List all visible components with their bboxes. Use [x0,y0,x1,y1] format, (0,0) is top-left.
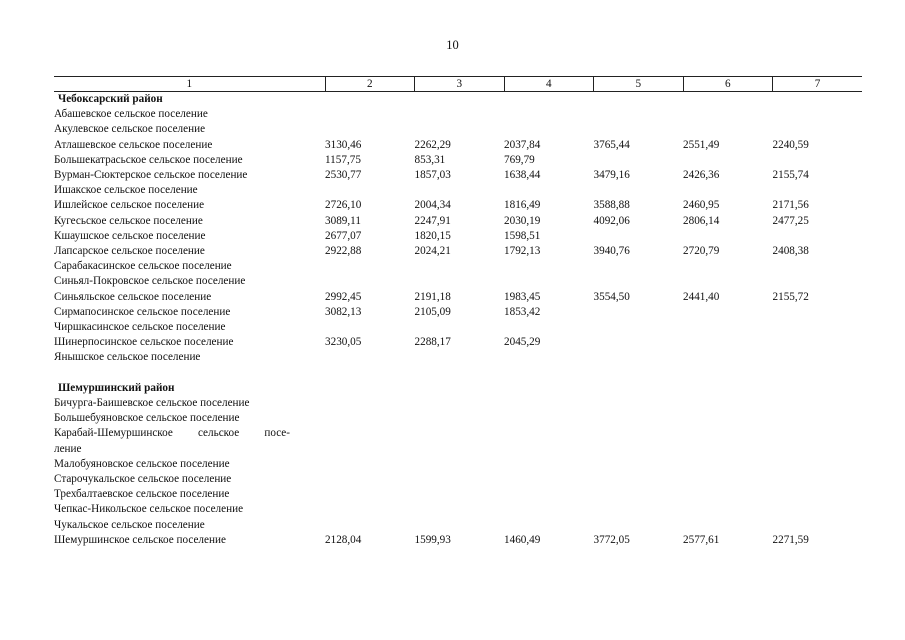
value-cell: 1983,45 [504,290,541,303]
value-cell: 1853,42 [504,305,541,318]
settlement-name-line: Карабай-Шемуршинское сельское посе- [54,427,290,440]
table-row [54,153,862,168]
value-cell [415,107,505,122]
value-cell [325,411,415,426]
value-cell: 2155,74 [772,169,809,182]
settlement-name: Янышское сельское поселение [54,351,201,364]
value-cell: 1157,75 [325,153,361,166]
value-cell [594,259,684,274]
value-cell [325,274,415,289]
value-cell [773,259,863,274]
table-row [54,183,862,198]
table-row [54,259,862,274]
settlement-name: Большебуяновское сельское поселение [54,412,240,425]
table-row [54,502,862,517]
table-row [54,214,862,229]
value-cell [773,335,863,350]
value-cell [594,122,684,137]
value-cell [325,259,415,274]
district-name: Шемуршинский район [58,381,175,394]
table-row [54,335,862,350]
value-cell: 2408,38 [772,245,809,258]
value-cell: 1820,15 [414,229,451,242]
value-cell: 769,79 [504,153,535,166]
value-cell [683,259,773,274]
value-cell: 2806,14 [683,214,720,227]
value-cell [683,183,773,198]
value-cell [683,305,773,320]
value-cell: 2288,17 [414,336,451,349]
value-cell: 853,31 [414,153,446,166]
value-cell [773,350,863,365]
value-cell [415,183,505,198]
value-cell: 3772,05 [593,533,630,546]
value-cell: 1599,93 [414,533,451,546]
value-cell [683,320,773,335]
settlement-name: Кшаушское сельское поселение [54,229,206,242]
table-row [54,198,862,213]
value-cell: 2155,72 [772,290,809,303]
value-cell [773,107,863,122]
district-row [54,92,862,108]
value-cell: 2247,91 [414,214,451,227]
header-row [54,77,862,92]
value-cell: 2460,95 [683,199,720,212]
value-cell [683,411,773,426]
value-cell [325,457,415,472]
value-cell: 1792,13 [504,245,541,258]
header-cell: 5 [594,77,684,92]
value-cell [325,426,415,456]
value-cell [773,487,863,502]
table-row [54,396,862,411]
value-cell [325,350,415,365]
table-row [54,320,862,335]
value-cell: 2171,56 [772,199,809,212]
value-cell [504,122,594,137]
table-row [54,487,862,502]
value-cell: 2726,10 [325,199,362,212]
value-cell: 1857,03 [414,169,451,182]
value-cell [773,320,863,335]
settlement-name: Старочукальское сельское поселение [54,473,232,486]
value-cell [594,107,684,122]
value-cell [504,472,594,487]
value-cell [504,457,594,472]
value-cell: 2271,59 [772,533,809,546]
value-cell: 3479,16 [593,169,630,182]
value-cell [773,274,863,289]
value-cell [415,122,505,137]
value-cell [594,411,684,426]
value-cell: 2922,88 [325,245,362,258]
settlement-name: Бичурга-Баишевское сельское поселение [54,397,250,410]
value-cell [773,153,863,168]
value-cell [325,107,415,122]
value-cell: 3230,05 [325,336,362,349]
value-cell: 2128,04 [325,533,362,546]
value-cell [683,457,773,472]
value-cell: 1460,49 [504,533,541,546]
value-cell [773,502,863,517]
settlement-name: Синьяльское сельское поселение [54,290,212,303]
settlement-name: Шинерпосинское сельское поселение [54,336,234,349]
table-row [54,411,862,426]
value-cell [504,502,594,517]
value-cell [504,183,594,198]
value-cell [594,396,684,411]
value-cell: 2720,79 [683,245,720,258]
value-cell [683,107,773,122]
value-cell: 3089,11 [325,214,361,227]
settlement-name: Ишлейское сельское поселение [54,199,205,212]
value-cell [325,122,415,137]
value-cell [594,487,684,502]
value-cell [683,350,773,365]
header-cell: 4 [504,77,594,92]
value-cell [325,502,415,517]
value-cell [594,502,684,517]
settlement-name: Синьял-Покровское сельское поселение [54,275,246,288]
value-cell: 2191,18 [414,290,451,303]
value-cell [504,411,594,426]
value-cell [504,426,594,456]
value-cell [773,396,863,411]
value-cell [683,487,773,502]
value-cell [594,305,684,320]
value-cell [415,487,505,502]
value-cell [773,183,863,198]
settlement-name: Чукальское сельское поселение [54,518,205,531]
value-cell [415,457,505,472]
value-cell: 1638,44 [504,169,541,182]
value-cell [683,274,773,289]
value-cell [773,122,863,137]
value-cell [594,472,684,487]
value-cell [773,426,863,456]
value-cell [594,335,684,350]
header-cell: 2 [325,77,415,92]
settlement-name: Чепкас-Никольское сельское поселение [54,503,244,516]
value-cell [594,153,684,168]
value-cell [325,320,415,335]
value-cell: 3554,50 [593,290,630,303]
value-cell [773,305,863,320]
table-row [54,229,862,244]
settlement-name: Акулевское сельское поселение [54,123,206,136]
value-cell: 2530,77 [325,169,362,182]
value-cell [415,518,505,533]
value-cell: 2045,29 [504,336,541,349]
table-row [54,122,862,137]
settlement-name: Сирмапосинское сельское поселение [54,305,231,318]
value-cell [683,122,773,137]
value-cell: 2992,45 [325,290,362,303]
value-cell: 2677,07 [325,229,362,242]
settlement-name: Трехбалтаевское сельское поселение [54,488,230,501]
value-cell [773,411,863,426]
table-row [54,107,862,122]
settlement-name: Большекатрасьское сельское поселение [54,153,243,166]
value-cell: 2577,61 [683,533,720,546]
value-cell [683,502,773,517]
value-cell [683,153,773,168]
value-cell: 2037,84 [504,138,541,151]
header-cell: 3 [415,77,505,92]
settlement-name: Абашевское сельское поселение [54,108,208,121]
value-cell [773,457,863,472]
value-cell [415,320,505,335]
value-cell: 3130,46 [325,138,362,151]
value-cell [325,518,415,533]
header-cell: 6 [683,77,773,92]
table-row [54,168,862,183]
value-cell: 3588,88 [593,199,630,212]
value-cell [415,274,505,289]
value-cell [683,335,773,350]
table-row [54,244,862,259]
value-cell: 2477,25 [772,214,809,227]
value-cell [773,229,863,244]
value-cell: 2004,34 [414,199,451,212]
table-row [54,518,862,533]
table-row [54,305,862,320]
settlement-name: Атлашевское сельское поселение [54,138,213,151]
value-cell: 2030,19 [504,214,541,227]
header-cell: 1 [54,77,325,92]
value-cell [594,274,684,289]
value-cell [594,350,684,365]
settlement-name: Малобуяновское сельское поселение [54,457,230,470]
value-cell: 2262,29 [414,138,451,151]
table-row [54,274,862,289]
value-cell [594,320,684,335]
value-cell [504,274,594,289]
value-cell: 2441,40 [683,290,720,303]
table-row [54,290,862,305]
table-row [54,472,862,487]
value-cell [594,518,684,533]
value-cell [594,229,684,244]
section-spacer [54,366,862,381]
table-row [54,350,862,365]
value-cell [325,396,415,411]
district-name: Чебоксарский район [58,93,163,105]
page-number: 10 [446,38,459,52]
value-cell: 3765,44 [593,138,630,151]
value-cell: 2240,59 [772,138,809,151]
value-cell [594,426,684,456]
district-row [54,381,862,396]
value-cell [504,350,594,365]
value-cell: 2024,21 [414,245,451,258]
value-cell: 1598,51 [504,229,541,242]
value-cell [415,502,505,517]
settlement-name: Чиршкасинское сельское поселение [54,321,226,334]
value-cell [325,487,415,502]
value-cell: 4092,06 [593,214,630,227]
value-cell [773,518,863,533]
table-row [54,426,862,456]
value-cell [773,472,863,487]
value-cell: 2105,09 [414,305,451,318]
settlement-name: Ишакское сельское поселение [54,184,198,197]
data-table [54,76,862,548]
value-cell: 2426,36 [683,169,720,182]
value-cell [415,472,505,487]
value-cell [325,472,415,487]
value-cell [594,183,684,198]
value-cell: 2551,49 [683,138,720,151]
table-row [54,457,862,472]
table-body [54,92,862,549]
value-cell [504,518,594,533]
settlement-name: Лапсарское сельское поселение [54,245,205,258]
value-cell [683,518,773,533]
value-cell [683,426,773,456]
value-cell [415,411,505,426]
table-row [54,138,862,153]
value-cell [504,396,594,411]
settlement-name: Сарабакасинское сельское поселение [54,260,232,273]
settlement-name-line: ление [54,442,82,455]
value-cell [415,396,505,411]
value-cell [415,350,505,365]
value-cell: 3940,76 [593,245,630,258]
value-cell [504,487,594,502]
value-cell [504,320,594,335]
value-cell: 3082,13 [325,305,362,318]
value-cell [504,107,594,122]
value-cell [325,183,415,198]
value-cell: 1816,49 [504,199,541,212]
table-row [54,533,862,548]
value-cell [683,229,773,244]
value-cell [504,259,594,274]
value-cell [683,472,773,487]
settlement-name: Вурман-Сюктерское сельское поселение [54,169,248,182]
value-cell [415,426,505,456]
value-cell [415,259,505,274]
value-cell [683,396,773,411]
header-cell: 7 [773,77,863,92]
settlement-name [54,426,325,456]
value-cell [594,457,684,472]
settlement-name: Шемуршинское сельское поселение [54,533,226,546]
settlement-name: Кугесьское сельское поселение [54,214,203,227]
